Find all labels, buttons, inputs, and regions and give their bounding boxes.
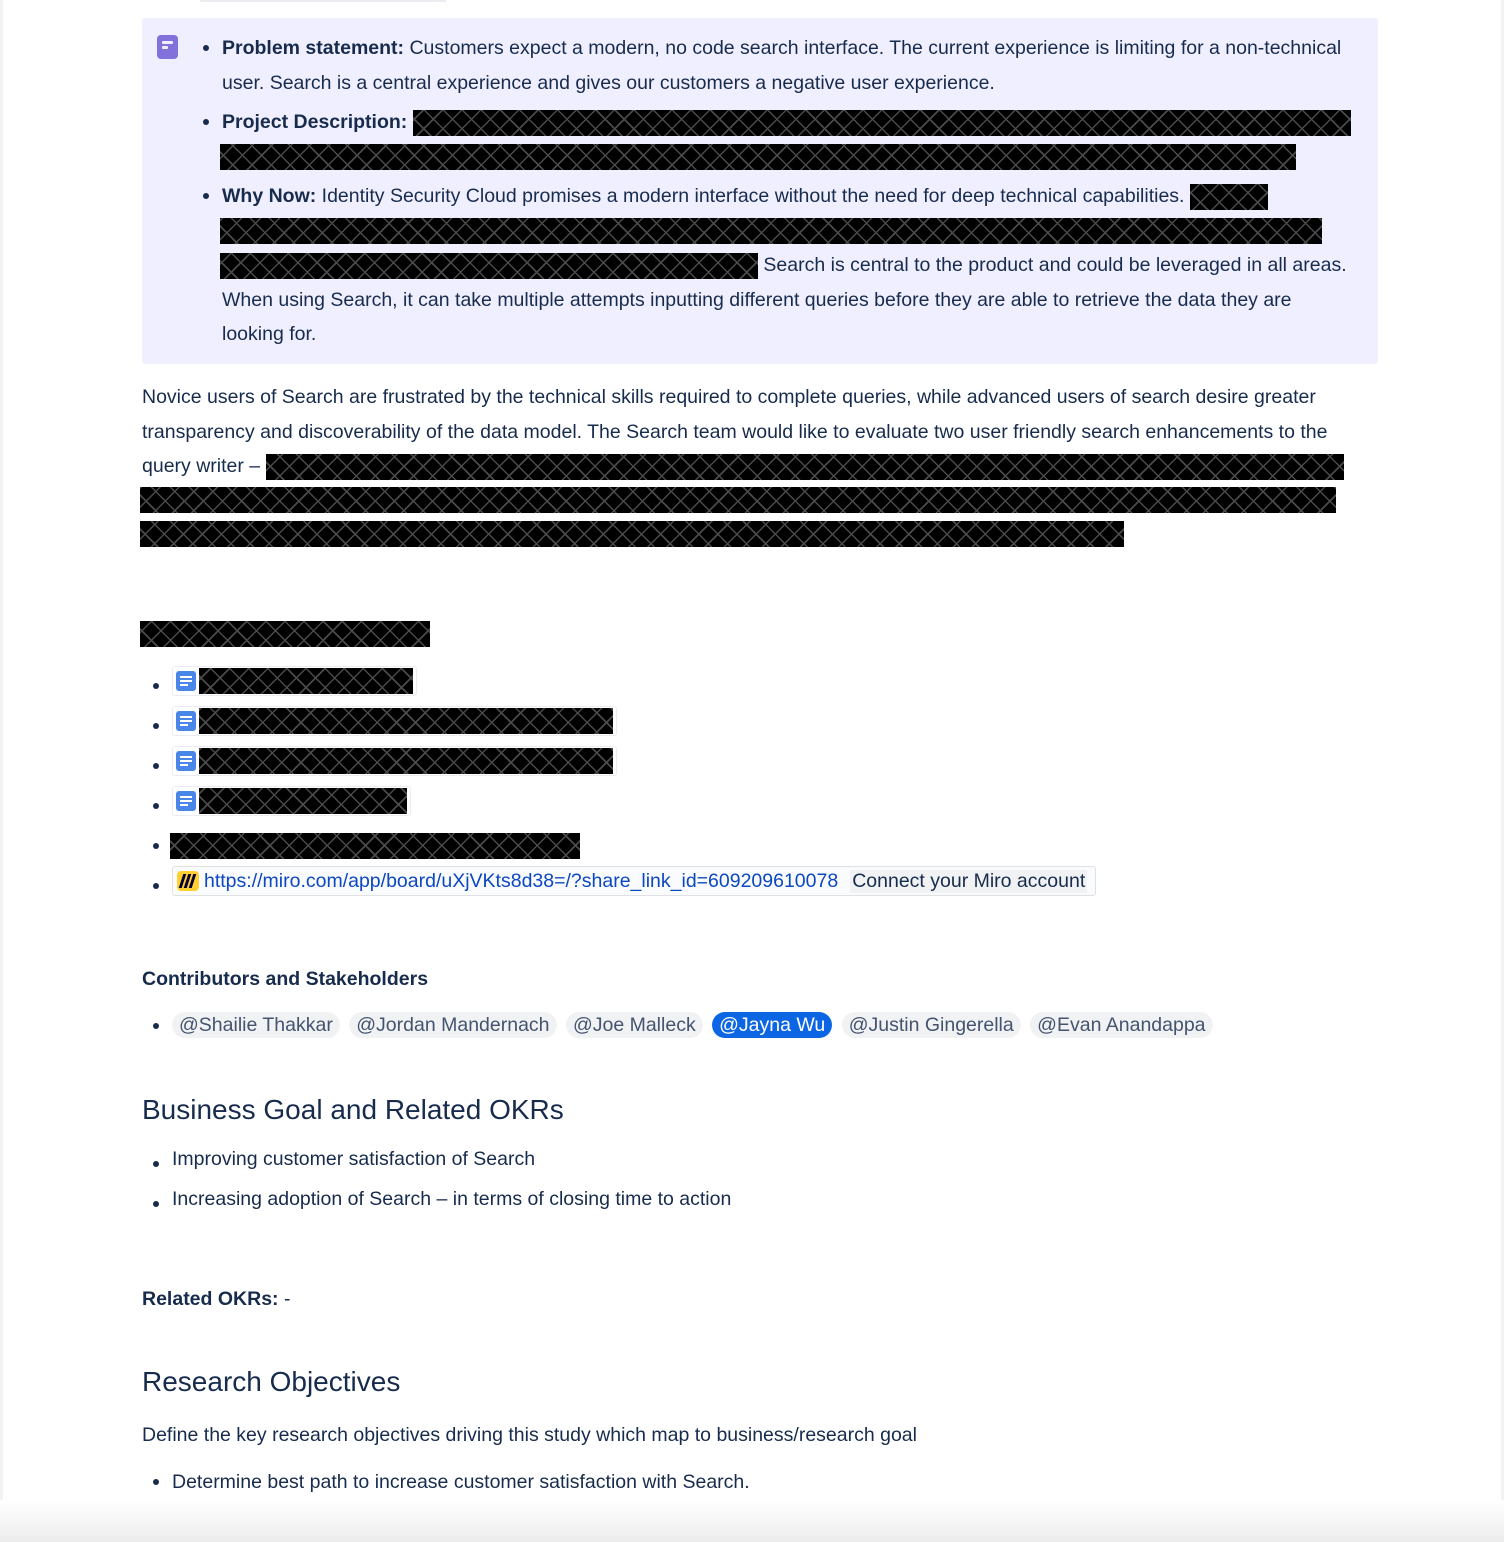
list-item: Determine best path to increase customer satisfaction with Search. [172,1467,750,1497]
related-okrs [142,1288,290,1311]
connect-miro-button[interactable]: Connect your Miro account [852,869,1086,892]
doc-link-chip[interactable] [172,746,617,776]
list-item [222,105,1352,174]
google-doc-icon [176,751,196,771]
redacted-block [140,487,1336,513]
doc-link-chip[interactable] [172,706,617,736]
research-objectives-heading: Research Objectives [142,1366,401,1397]
list-item: Improving customer satisfaction of Search [172,1144,731,1184]
mention[interactable]: @Evan Anandappa [1030,1012,1212,1038]
google-doc-icon [176,711,196,731]
redacted-block [220,144,1296,170]
google-doc-icon [176,791,196,811]
list-item [172,706,1096,746]
mention[interactable]: @Justin Gingerella [842,1012,1021,1038]
redacted-heading [140,621,430,647]
list-item [172,866,1096,906]
resource-links [172,666,1096,906]
research-objectives-list [172,1467,750,1497]
problem-statement-label: Problem statement: [222,37,405,59]
business-goal-list [172,1144,731,1224]
mention[interactable]: @Shailie Thakkar [172,1012,340,1038]
redacted-block [199,708,613,734]
contributors-list [172,1012,1217,1040]
miro-link-chip[interactable] [172,866,1096,896]
related-okrs-value: - [283,1288,291,1310]
note-list [222,31,1352,357]
google-doc-icon [176,671,196,691]
list-item [172,1012,1217,1040]
why-now-text-continued: Search is central to the product and could be leveraged in all areas. When using Search, it can take multiple attempts inputting different queries before they are able to retrieve the data they are looking for. [222,254,1347,345]
why-now-label: Why Now: [222,185,317,207]
page-footer-fade [0,1500,1504,1542]
redacted-block [220,218,1322,244]
research-objectives-description: Define the key research objectives driving this study which map to business/research goal [142,1424,917,1446]
page-edge [0,0,3,1542]
contributors-heading: Contributors and Stakeholders [142,968,429,990]
mention[interactable]: @Joe Malleck [566,1012,703,1038]
note-icon [157,35,178,59]
list-item [222,31,1352,100]
redacted-block [199,668,413,694]
list-item [222,179,1352,352]
doc-link-chip[interactable] [172,666,417,696]
redacted-block [413,110,1351,136]
list-item [172,666,1096,706]
redacted-block [220,253,758,279]
redacted-block [199,788,407,814]
list-item [172,786,1096,826]
project-description-label: Project Description: [222,111,408,133]
redacted-block [199,748,613,774]
list-item: Increasing adoption of Search – in terms of closing time to action [172,1184,731,1224]
miro-icon [177,871,199,891]
business-goal-heading: Business Goal and Related OKRs [142,1094,564,1125]
list-item [172,746,1096,786]
mention-self[interactable]: @Jayna Wu [712,1012,832,1038]
intro-text: Novice users of Search are frustrated by the technical skills required to complete queries, while advanced users of search desire greater transparency and discoverability of the data model. The Search team would like to evaluate two user friendly search enhancements to the query writer – [142,386,1328,477]
redacted-block [140,521,1124,547]
intro-paragraph [142,380,1378,484]
list-item [172,826,1096,866]
mention[interactable]: @Jordan Mandernach [349,1012,556,1038]
problem-statement-text: Customers expect a modern, no code search interface. The current experience is limiting for a non-technical user. Search is a central experience and gives our customers a negative user experience. [222,37,1342,94]
related-okrs-label: Related OKRs: [142,1288,279,1310]
redacted-block [1190,184,1268,210]
why-now-text: Identity Security Cloud promises a modern interface without the need for deep technical capabilities. [321,185,1185,207]
divider [200,0,446,2]
miro-link[interactable]: https://miro.com/app/board/uXjVKts8d38=/?share_link_id=609209610078 [204,869,839,892]
redacted-block [266,454,1344,480]
redacted-block [170,833,580,859]
note-panel [142,18,1378,364]
doc-link-chip[interactable] [172,786,411,816]
